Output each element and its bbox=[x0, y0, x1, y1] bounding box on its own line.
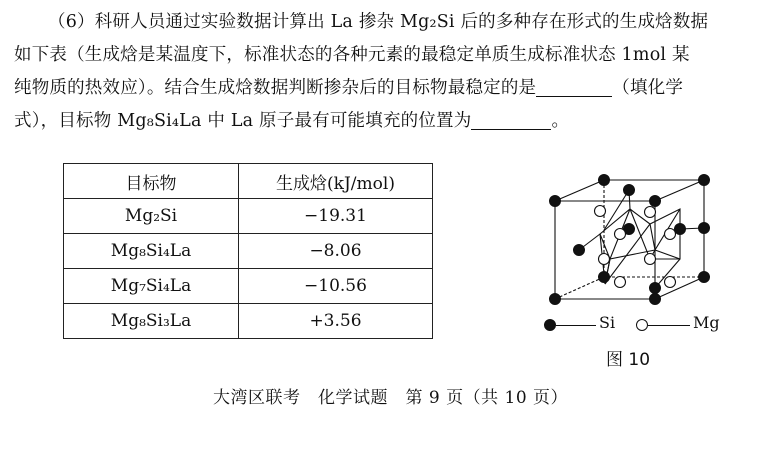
table-header-row bbox=[64, 164, 433, 199]
question-line-4 bbox=[14, 105, 774, 138]
mg-atom bbox=[595, 206, 606, 217]
table-row bbox=[64, 199, 433, 234]
question-line-3-text: 纯物质的热效应）。结合生成焓数据判断掺杂后的目标物最稳定的是 bbox=[14, 78, 537, 98]
mg-legend-line bbox=[648, 325, 690, 326]
si-atom bbox=[599, 175, 610, 186]
header-enthalpy: 生成焓(kJ/mol) bbox=[239, 164, 433, 199]
question-line-3 bbox=[14, 72, 774, 105]
si-atom bbox=[550, 294, 561, 305]
table-row bbox=[64, 304, 433, 339]
si-atom bbox=[699, 223, 710, 234]
si-atom bbox=[624, 185, 635, 196]
cell-enthalpy: +3.56 bbox=[239, 304, 433, 339]
enthalpy-table bbox=[63, 163, 433, 339]
cell-compound: Mg₂Si bbox=[64, 199, 239, 234]
cell-compound: Mg₇Si₄La bbox=[64, 269, 239, 304]
table-row bbox=[64, 269, 433, 304]
si-legend-label: Si bbox=[599, 313, 616, 332]
cell-enthalpy: −10.56 bbox=[239, 269, 433, 304]
question-line-4-tail: 。 bbox=[551, 111, 570, 131]
cell-enthalpy: −19.31 bbox=[239, 199, 433, 234]
si-atom bbox=[650, 294, 661, 305]
si-legend-dot bbox=[544, 319, 556, 331]
si-atom bbox=[699, 175, 710, 186]
mg-atom bbox=[615, 277, 626, 288]
figure-legend bbox=[542, 312, 742, 338]
mg-atom bbox=[599, 254, 610, 265]
cell-compound: Mg₈Si₄La bbox=[64, 234, 239, 269]
mg-atom bbox=[665, 229, 676, 240]
question-line-2: 如下表（生成焓是某温度下，标准状态的各种元素的最稳定单质生成标准状态 1mol 某 bbox=[14, 45, 690, 65]
question-line-1: （6）科研人员通过实验数据计算出 La 掺杂 Mg₂Si 后的多种存在形式的生成焓数据 bbox=[48, 12, 709, 32]
table-row bbox=[64, 234, 433, 269]
page-footer: 大湾区联考 化学试题 第 9 页（共 10 页） bbox=[213, 388, 569, 408]
cell-enthalpy: −8.06 bbox=[239, 234, 433, 269]
answer-blank-2[interactable] bbox=[471, 109, 551, 130]
mg-atom bbox=[665, 277, 676, 288]
header-compound: 目标物 bbox=[64, 164, 239, 199]
mg-legend-dot bbox=[636, 319, 648, 331]
question-line-4-text: 式），目标物 Mg₈Si₄La 中 La 原子最有可能填充的位置为 bbox=[14, 111, 472, 131]
figure-caption: 图 10 bbox=[606, 350, 651, 370]
si-atom bbox=[599, 272, 610, 283]
si-atom bbox=[650, 283, 661, 294]
si-atom bbox=[550, 196, 561, 207]
unit-cell-edges bbox=[555, 180, 704, 299]
si-atom bbox=[574, 245, 585, 256]
si-atom bbox=[699, 272, 710, 283]
si-legend-line bbox=[556, 325, 596, 326]
si-atom bbox=[675, 224, 686, 235]
mg-atom bbox=[645, 254, 656, 265]
crystal-structure-figure bbox=[540, 164, 740, 309]
answer-blank-1[interactable] bbox=[536, 76, 612, 97]
question-line-3-tail: （填化学 bbox=[612, 78, 684, 98]
mg-atom bbox=[615, 229, 626, 240]
mg-legend-label: Mg bbox=[693, 313, 720, 332]
question-text bbox=[14, 6, 774, 138]
cell-compound: Mg₈Si₃La bbox=[64, 304, 239, 339]
si-atom bbox=[650, 196, 661, 207]
mg-atom bbox=[645, 207, 656, 218]
